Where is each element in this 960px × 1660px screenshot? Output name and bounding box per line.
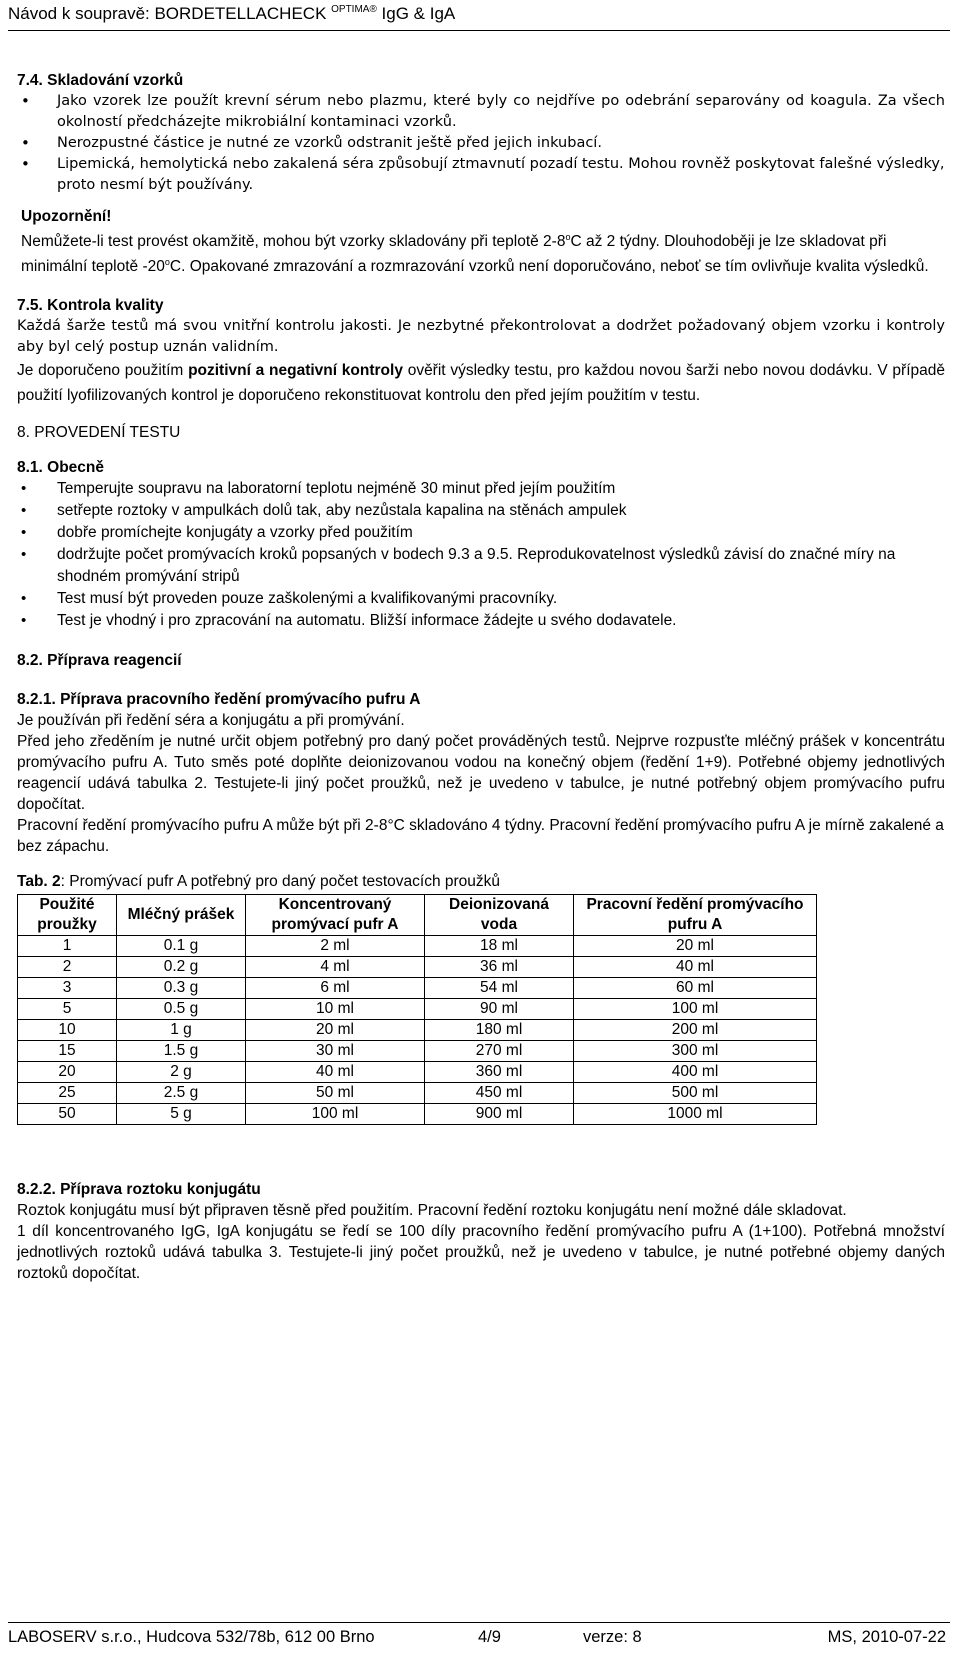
table-row	[18, 1083, 817, 1104]
table-cell: 1.5 g	[117, 1041, 246, 1062]
section-7-5-paragraph: Každá šarže testů má svou vnitřní kontrolu jakosti. Je nezbytné překontrolovat a dodržet požadovaný objem vzorku i kontroly aby byl celý postup uznán validním.	[17, 318, 945, 355]
header-superscript: OPTIMA®	[331, 4, 377, 15]
section-7-5-paragraph-2: Je doporučeno použitím pozitivní a negativní kontroly ověřit výsledky testu, pro každou novou šarži nebo novou dodávku. V případě použití lyofilizovaných kontrol je doporučeno rekonstituovat kontrolu den před jejím použitím v testu.	[17, 362, 945, 404]
table-cell: 10	[18, 1020, 117, 1041]
table-cell: 400 ml	[574, 1062, 817, 1083]
table-cell: 36 ml	[425, 957, 574, 978]
list-item: • Lipemická, hemolytická nebo zakalená séra způsobují ztmavnutí pozadí testu. Mohou rovněž poskytovat falešné výsledky, proto nesmí být používány.	[17, 154, 945, 196]
table-cell: 10 ml	[246, 999, 425, 1020]
table-cell: 2 ml	[246, 936, 425, 957]
table-header-cell: Koncentrovaný promývací pufr A	[246, 895, 425, 936]
footer-rule	[8, 1622, 950, 1623]
table-cell: 30 ml	[246, 1041, 425, 1062]
section-8-2-1-paragraph-3: Pracovní ředění promývacího pufru A může být při 2-8°C skladováno 4 týdny. Pracovní ředění promývacího pufru A je mírně zakalené a bez zápachu.	[17, 817, 944, 855]
table-cell: 4 ml	[246, 957, 425, 978]
table-cell: 50	[18, 1104, 117, 1125]
table-cell: 5	[18, 999, 117, 1020]
section-7-4-heading: 7.4. Skladování vzorků	[17, 72, 184, 89]
table-cell: 1	[18, 936, 117, 957]
table-row	[18, 999, 817, 1020]
table-row	[18, 1041, 817, 1062]
section-8-1-heading: 8.1. Obecně	[17, 459, 105, 476]
table-cell: 5 g	[117, 1104, 246, 1125]
section-8-2-1-paragraph-2: Před jeho zředěním je nutné určit objem potřebný pro daný počet prováděných testů. Nejprve rozpusťte mléčný prášek v koncentrátu promývacího pufru A. Tuto směs poté doplňte deionizovanou vodou na konečný objem (ředění 1+9). Potřebné objemy jednotlivých reagencií udává tabulka 2. Testujete-li jiný počet proužků, než je uvedeno v tabulce, je nutné potřebný objem promývacího pufru dopočítat.	[17, 733, 945, 813]
table-row	[18, 1062, 817, 1083]
header-title: Návod k soupravě: BORDETELLACHECK	[8, 4, 332, 23]
table-header-cell: Pracovní ředění promývacího pufru A	[574, 895, 817, 936]
list-item: • dodržujte počet promývacích kroků popsaných v bodech 9.3 a 9.5. Reprodukovatelnost výsledků závisí do značné míry na shodném promývání stripů	[17, 544, 945, 588]
table-row	[18, 936, 817, 957]
table-header-cell: Deionizovaná voda	[425, 895, 574, 936]
table-cell: 40 ml	[574, 957, 817, 978]
table-cell: 100 ml	[574, 999, 817, 1020]
table-cell: 300 ml	[574, 1041, 817, 1062]
table-cell: 2	[18, 957, 117, 978]
table-cell: 25	[18, 1083, 117, 1104]
table-cell: 0.3 g	[117, 978, 246, 999]
warning-text: Nemůžete-li test provést okamžitě, mohou být vzorky skladovány při teplotě 2-8$^o$C až 2 týdny. Dlouhodoběji je lze skladovat při minimální teplotě -20$^o$C. Opakované zmrazování a rozmrazování vzorků není doporučováno, neboť se tím ovlivňuje kvalita výsledků.	[21, 232, 929, 275]
section-8-2-1-paragraph: Je používán při ředění séra a konjugátu a při promývání.	[17, 712, 405, 729]
list-item: • setřepte roztoky v ampulkách dolů tak, aby nezůstala kapalina na stěnách ampulek	[17, 500, 945, 522]
table-cell: 0.2 g	[117, 957, 246, 978]
table-cell: 450 ml	[425, 1083, 574, 1104]
warning-title: Upozornění!	[21, 208, 112, 225]
table-header-cell: Použité proužky	[18, 895, 117, 936]
list-item: • Jako vzorek lze použít krevní sérum nebo plazmu, které byly co nejdříve po odebrání separovány od koagula. Za všech okolností předcházejte mikrobiální kontaminaci vzorků.	[17, 91, 945, 133]
footer-page-number: 4/9	[478, 1628, 501, 1646]
table-cell: 180 ml	[425, 1020, 574, 1041]
table-row	[18, 978, 817, 999]
table-cell: 18 ml	[425, 936, 574, 957]
table-body	[18, 936, 817, 1125]
table-cell: 54 ml	[425, 978, 574, 999]
table-cell: 90 ml	[425, 999, 574, 1020]
table-header-cell: Mléčný prášek	[117, 895, 246, 936]
list-item: • Nerozpustné částice je nutné ze vzorků odstranit ještě před jejich inkubací.	[17, 133, 945, 154]
section-7-5-heading: 7.5. Kontrola kvality	[17, 297, 164, 314]
table-cell: 15	[18, 1041, 117, 1062]
table-cell: 1 g	[117, 1020, 246, 1041]
table-cell: 1000 ml	[574, 1104, 817, 1125]
table-cell: 20 ml	[246, 1020, 425, 1041]
section-8-2-1-heading: 8.2.1. Příprava pracovního ředění promývacího pufru A	[17, 691, 421, 708]
list-item: • dobře promíchejte konjugáty a vzorky před použitím	[17, 522, 945, 544]
reagent-table	[17, 894, 817, 1125]
footer-company: LABOSERV s.r.o., Hudcova 532/78b, 612 00 Brno	[8, 1628, 375, 1646]
table-cell: 50 ml	[246, 1083, 425, 1104]
table-cell: 20 ml	[574, 936, 817, 957]
table-cell: 900 ml	[425, 1104, 574, 1125]
section-8-2-2-paragraph-2: 1 díl koncentrovaného IgG, IgA konjugátu se ředí se 100 díly pracovního ředění promývacího pufru A (1+100). Potřebná množství jednotlivých roztoků udává tabulka 3. Testujete-li jiný počet proužků, než je uvedeno v tabulce, je nutné potřebné objemy daných roztoků dopočítat.	[17, 1223, 945, 1282]
section-8-2-2-heading: 8.2.2. Příprava roztoku konjugátu	[17, 1181, 261, 1198]
footer-version: verze: 8	[583, 1628, 642, 1646]
table-row	[18, 957, 817, 978]
table-cell: 270 ml	[425, 1041, 574, 1062]
table-cell: 100 ml	[246, 1104, 425, 1125]
list-item: • Test je vhodný i pro zpracování na automatu. Bližší informace žádejte u svého dodavatele.	[17, 610, 945, 632]
table-row	[18, 1020, 817, 1041]
table-cell: 2 g	[117, 1062, 246, 1083]
document-body	[17, 70, 945, 1284]
section-7-4-bullets	[17, 91, 945, 196]
table-row	[18, 1104, 817, 1125]
table-cell: 500 ml	[574, 1083, 817, 1104]
section-8-1-bullets	[17, 478, 945, 632]
table-caption: Tab. 2: Promývací pufr A potřebný pro daný počet testovacích proužků	[17, 873, 501, 890]
header-rule	[8, 30, 950, 31]
section-8-heading: 8. PROVEDENÍ TESTU	[17, 424, 181, 441]
table-cell: 60 ml	[574, 978, 817, 999]
section-8-2-heading: 8.2. Příprava reagencií	[17, 652, 182, 669]
list-item: • Temperujte soupravu na laboratorní teplotu nejméně 30 minut před jejím použitím	[17, 478, 945, 500]
table-cell: 3	[18, 978, 117, 999]
table-cell: 40 ml	[246, 1062, 425, 1083]
table-cell: 20	[18, 1062, 117, 1083]
header-title-suffix: IgG & IgA	[376, 4, 456, 23]
table-cell: 2.5 g	[117, 1083, 246, 1104]
footer-date: MS, 2010-07-22	[827, 1628, 946, 1646]
section-8-2-2-paragraph: Roztok konjugátu musí být připraven těsně před použitím. Pracovní ředění roztoku konjugátu není možné dále skladovat.	[17, 1202, 847, 1219]
table-header-row	[18, 895, 817, 936]
list-item: • Test musí být proveden pouze zaškolenými a kvalifikovanými pracovníky.	[17, 588, 945, 610]
table-cell: 360 ml	[425, 1062, 574, 1083]
document-header	[8, 4, 455, 24]
table-cell: 0.1 g	[117, 936, 246, 957]
table-cell: 0.5 g	[117, 999, 246, 1020]
table-cell: 200 ml	[574, 1020, 817, 1041]
table-cell: 6 ml	[246, 978, 425, 999]
